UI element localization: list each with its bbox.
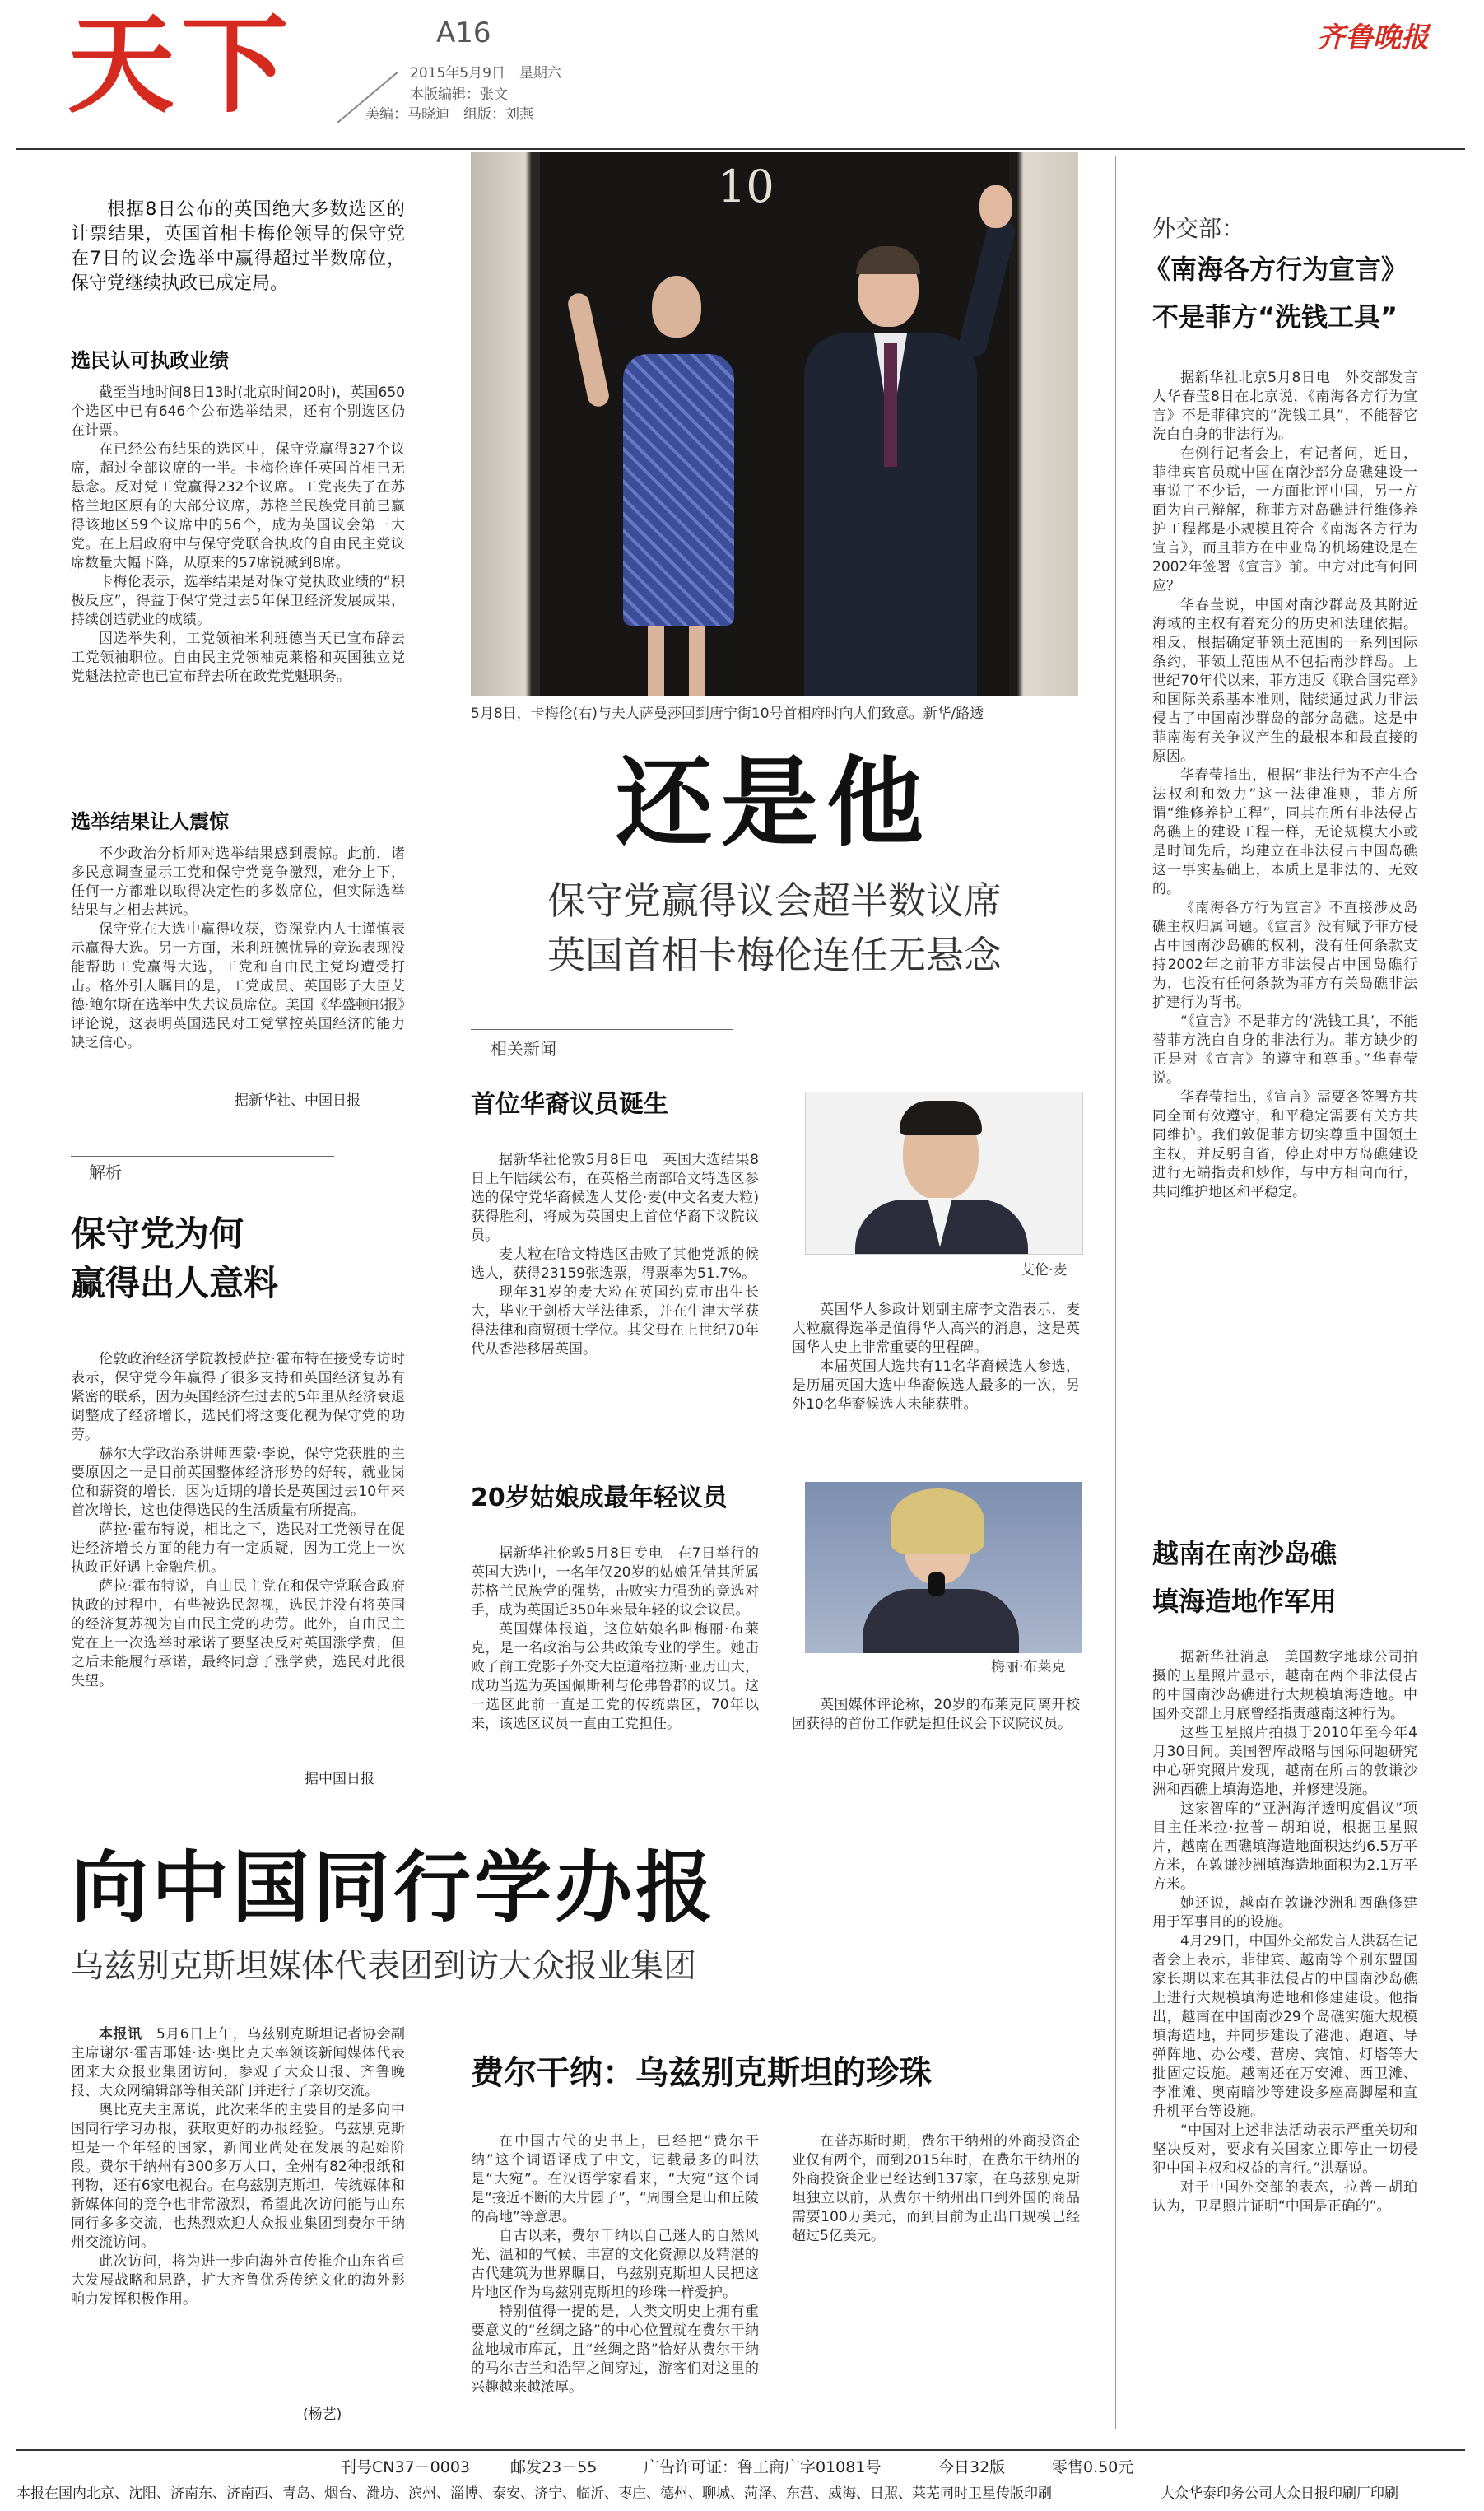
analysis-title-1: 保守党为何 bbox=[71, 1214, 244, 1254]
door-number: 10 bbox=[718, 161, 775, 212]
sidebar-title-3: 越南在南沙岛礁 bbox=[1152, 1538, 1337, 1569]
related-a2-body-left: 据新华社伦敦5月8日专电 在7日举行的英国大选中，一名年仅20岁的姑娘凭借其所属苏格兰民族党的强势，击败实力强劲的竞选对手，成为英国近350年来最年轻的议会议员。 英国媒体报道，这位姑娘名叫梅丽·布莱克，是一名政治与公共政策专业的学生。她击败了前工党影子外交大臣道格拉斯·亚历山大，成功当选为英国佩斯利与伦弗鲁郡的议员。这一选区此前一直是工党的传统票区，70年以来，该选区议员一直由工党担任。 bbox=[471, 1545, 759, 1732]
related-rule bbox=[471, 1029, 733, 1030]
editor-credit: 本版编辑：张文 bbox=[410, 86, 508, 103]
footer-issn: 刊号CN37－0003 bbox=[341, 2458, 471, 2476]
sidebar-title-2: 不是菲方“洗钱工具” bbox=[1152, 301, 1398, 333]
related-a2-title: 20岁姑娘成最年轻议员 bbox=[471, 1484, 728, 1512]
feature-title: 费尔干纳：乌兹别克斯坦的珍珠 bbox=[471, 2054, 932, 2092]
bottom-headline: 向中国同行学办报 bbox=[71, 1843, 717, 1933]
sidebar-title-1: 《南海各方行为宣言》 bbox=[1144, 254, 1408, 285]
related-a2-photo-caption: 梅丽·布莱克 bbox=[991, 1659, 1066, 1675]
footer-print-cities: 本报在国内北京、沈阳、济南东、济南西、青岛、烟台、潍坊、滨州、淄博、泰安、济宁、临沂、枣庄、德州、聊城、菏泽、东营、威海、日照、莱芜同时卫星传版印刷 bbox=[16, 2485, 1052, 2502]
related-a1-body-left: 据新华社伦敦5月8日电 英国大选结果8日上午陆续公布，在英格兰南部哈文特选区参选的保守党华裔候选人艾伦·麦(中文名麦大粒)获得胜利，将成为英国史上首位华裔下议院议员。 麦大粒在哈文特选区击败了其他党派的候选人，获得23159张选票，得票率为51.7%。 现年31岁的麦大粒在英国约克市出生长大，毕业于剑桥大学法律系，并在牛津大学获得法律和商贸硕士学位。其父母在上世纪70年代从香港移居英国。 bbox=[471, 1152, 759, 1358]
bottom-subhead: 乌兹别克斯坦媒体代表团到访大众报业集团 bbox=[71, 1947, 696, 1985]
bottom-lead-text: 5月6日上午，乌兹别克斯坦记者协会副主席谢尔·霍吉耶娃·达·奥比克夫率领该新闻媒体代表团来大众报业集团访问，参观了大众日报、齐鲁晚报、大众网编辑部等相关部门并进行了亲切交流。 bbox=[71, 2026, 406, 2099]
analysis-tag: 解析 bbox=[89, 1162, 122, 1182]
bottom-credit: (杨艺) bbox=[303, 2406, 342, 2423]
feature-body-left: 在中国古代的史书上，已经把“费尔干纳”这个词语译成了中文，记载最多的叫法是“大宛”。在汉语学家看来，“大宛”这个词是“接近不断的大片园子”，“周围全是山和丘陵的高地”等意思。 自古以来，费尔干纳以自己迷人的自然风光、温和的气候、丰富的文化资源以及精湛的古代建筑为世界瞩目，乌兹别克斯坦人民把这片地区作为乌兹别克斯坦的珍珠一样爱护。 特别值得一提的是，人类文明史上拥有重要意义的“丝绸之路”的中心位置就在费尔干纳盆地城市库瓦，且“丝绸之路”恰好从费尔干纳的马尔吉兰和浩罕之间穿过，游客们对这里的兴趣越来越浓厚。 bbox=[471, 2133, 759, 2396]
related-a2-body-right: 英国媒体评论称，20岁的布莱克同离开校园获得的首份工作就是担任议会下议院议员。 bbox=[792, 1697, 1080, 1732]
woman-figure bbox=[615, 276, 738, 696]
man-figure bbox=[792, 251, 1006, 696]
lead-subhead-1: 选民认可执政业绩 bbox=[71, 349, 229, 372]
paper-logo: 齐鲁晚报 bbox=[1317, 21, 1429, 54]
footer-price: 零售0.50元 bbox=[1052, 2458, 1134, 2476]
lead-intro: 根据8日公布的英国绝大多数选区的计票结果，英国首相卡梅伦领导的保守党在7日的议会选举中赢得超过半数席位，保守党继续执政已成定局。 bbox=[71, 199, 405, 294]
sidebar-body-2: 据新华社消息 美国数字地球公司拍摄的卫星照片显示，越南在两个非法侵占的中国南沙岛礁进行大规模填海造地。中国外交部上月底曾经指责越南这种行为。 这些卫星照片拍摄于2010年至今年4月30日间。美国智库战略与国际问题研究中心研究照片发现，越南在所占的敦谦沙洲和西礁上填海造地，并修建设施。 这家智库的“亚洲海洋透明度倡议”项目主任米拉·拉普－胡珀说，根据卫星照片，越南在西礁填海造地面积达约6.5万平方米，在敦谦沙洲填海造地面积为2.1万平方米。 她还说，越南在敦谦沙洲和西礁修建用于军事目的的设施。 4月29日，中国外交部发言人洪磊在记者会上表示，菲律宾、越南等个别东盟国家长期以来在其非法侵占的中国南沙岛礁上进行大规模填海造地和修建建设。他指出，越南在中国南沙29个岛礁实施大规模填海造地，并同步建设了港池、跑道、导弹阵地、办公楼、营房、宾馆、灯塔等大批固定设施。越南还在万安滩、西卫滩、李准滩、奥南暗沙等建设多座高脚屋和直升机平台等设施。 “中国对上述非法活动表示严重关切和坚决反对，要求有关国家立即停止一切侵犯中国主权和权益的言行。”洪磊说。 对于中国外交部的表态，拉普－胡珀认为，卫星照片证明“中国是正确的”。 bbox=[1152, 1649, 1417, 2215]
lead-body-1: 截至当地时间8日13时(北京时间20时)，英国650个选区中已有646个公布选举结果，还有个别选区仍在计票。 在已经公布结果的选区中，保守党赢得327个议席，超过全部议席的一半。卡梅伦连任英国首相已无悬念。反对党工党赢得232个议席。工党丧失了在苏格兰地区原有的大部分议席，苏格兰民族党目前已赢得该地区59个议席中的56个，成为英国议会第三大党。在上届政府中与保守党联合执政的自由民主党议席数量大幅下降，从原来的57席锐减到8席。 卡梅伦表示，选举结果是对保守党执政业绩的“积极反应”，得益于保守党过去5年保卫经济发展成果，持续创造就业的成绩。 因选举失利，工党领袖米利班德当天已宣布辞去工党领袖职位。自由民主党领袖克莱格和英国独立党党魁法拉奇也已宣布辞去所在政党党魁职务。 bbox=[71, 384, 405, 685]
main-subhead-2: 英国首相卡梅伦连任无悬念 bbox=[547, 933, 1002, 977]
analysis-body: 伦敦政治经济学院教授萨拉·霍布特在接受专访时表示，保守党今年赢得了很多支持和英国经济复苏有紧密的联系，因为英国经济在过去的5年里从经济衰退调整成了经济增长，选民们将这变化视为保守党的功劳。 赫尔大学政治系讲师西蒙·李说，保守党获胜的主要原因之一是目前英国整体经济形势的好转，就业岗位和薪资的增长，因为近期的增长是英国过去10年来首次增长，这也使得选民的生活质量有所提高。 萨拉·霍布特说，相比之下，选民对工党领导在促进经济增长方面的能力有一定质疑，因为工党上一次执政正好遇上金融危机。 萨拉·霍布特说，自由民主党在和保守党联合政府执政的过程中，有些被选民忽视，选民并没有将英国的经济复苏视为自由民主党的功劳。此外，自由民主党在上一次选举时承诺了要坚决反对英国涨学费，但之后未能履行承诺，最终同意了涨学费，选民对此很失望。 bbox=[71, 1351, 405, 1689]
lead-credit: 据新华社、中国日报 bbox=[235, 1092, 361, 1109]
main-photo bbox=[471, 152, 1078, 696]
sidebar-title-4: 填海造地作军用 bbox=[1152, 1586, 1337, 1617]
divider-right bbox=[1115, 156, 1116, 2429]
main-headline: 还是他 bbox=[615, 746, 932, 860]
page-number: A16 bbox=[436, 16, 491, 49]
footer-license: 广告许可证：鲁工商广字01081号 bbox=[644, 2458, 882, 2476]
related-tag: 相关新闻 bbox=[491, 1039, 556, 1059]
related-a1-photo-caption: 艾伦·麦 bbox=[1021, 1262, 1068, 1279]
lead-body-2: 不少政治分析师对选举结果感到震惊。此前，诸多民意调查显示工党和保守党竞争激烈，难分上下，任何一方都难以取得决定性的多数席位，但实际选举结果与之相去甚远。 保守党在大选中赢得收获，资深党内人士谨慎表示赢得大选。另一方面，米利班德忧异的竞选表现没能帮助工党赢得大选，工党和自由民主党均遭受打击。格外引人瞩目的是，工党成员、英国影子大臣艾德·鲍尔斯在选举中失去议员席位。美国《华盛顿邮报》评论说，这表明英国选民对工党掌控英国经济的能力缺乏信心。 bbox=[71, 846, 405, 1051]
section-title: 天下 bbox=[67, 2, 295, 128]
bottom-lead-word: 本报讯 bbox=[99, 2026, 142, 2043]
related-a1-photo bbox=[805, 1092, 1083, 1255]
footer-rule bbox=[16, 2449, 1465, 2451]
masthead-rule bbox=[16, 148, 1465, 150]
sidebar-kicker: 外交部： bbox=[1152, 215, 1245, 242]
main-photo-caption: 5月8日，卡梅伦(右)与夫人萨曼莎回到唐宁街10号首相府时向人们致意。新华/路透 bbox=[471, 706, 984, 722]
related-a2-photo bbox=[805, 1482, 1082, 1653]
footer-pages: 今日32版 bbox=[938, 2458, 1006, 2476]
design-credit: 美编：马晓迪 组版：刘燕 bbox=[365, 106, 533, 123]
analysis-title-2: 赢得出人意料 bbox=[71, 1263, 279, 1303]
issue-date: 2015年5月9日 星期六 bbox=[410, 65, 561, 82]
related-a1-title: 首位华裔议员诞生 bbox=[471, 1090, 668, 1119]
footer-post: 邮发23－55 bbox=[510, 2458, 598, 2476]
analysis-credit: 据中国日报 bbox=[305, 1771, 374, 1787]
related-a1-body-right: 英国华人参政计划副主席李文浩表示，麦大粒赢得选举是值得华人高兴的消息，这是英国华人史上非常重要的里程碑。 本届英国大选共有11名华裔候选人参选，是历届英国大选中华裔候选人最多的一次，另外10名华裔候选人未能获胜。 bbox=[792, 1302, 1080, 1413]
lead-subhead-2: 选举结果让人震惊 bbox=[71, 810, 229, 833]
main-subhead-1: 保守党赢得议会超半数议席 bbox=[547, 878, 1002, 923]
feature-body-right: 在普苏斯时期，费尔干纳州的外商投资企业仅有两个，而到2015年时，在费尔干纳州的外商投资企业已经达到137家，在乌兹别克斯坦独立以前，从费尔干纳州出口到外国的商品需要100万美元，而到目前为止出口规模已经超过5亿美元。 bbox=[792, 2133, 1080, 2244]
footer-printer: 大众华泰印务公司大众日报印刷厂印刷 bbox=[1161, 2485, 1398, 2502]
bottom-body: 本报讯 5月6日上午，乌兹别克斯坦记者协会副主席谢尔·霍吉耶娃·达·奥比克夫率领该新闻媒体代表团来大众报业集团访问，参观了大众日报、齐鲁晚报、大众网编辑部等相关部门并进行了亲切交流。 奥比克夫主席说，此次来华的主要目的是多向中国同行学习办报，获取更好的办报经验。乌兹别克斯坦是一个年轻的国家，新闻业尚处在发展的起始阶段。费尔干纳州有300多万人口，全州有82种报纸和刊物，还有6家电视台。在乌兹别克斯坦，传统媒体和新媒体间的竞争也非常激烈，希望此次访问能与山东同行多多交流，也热烈欢迎大众报业集团到费尔干纳州交流访问。 此次访问，将为进一步向海外宣传推介山东省重大发展战略和思路，扩大齐鲁优秀传统文化的海外影响力发挥积极作用。 bbox=[71, 2026, 406, 2308]
sidebar-body-1: 据新华社北京5月8日电 外交部发言人华春莹8日在北京说，《南海各方行为宣言》不是菲律宾的“洗钱工具”，不能替它洗白自身的非法行为。 在例行记者会上，有记者问，近日，菲律宾官员就中国在南沙部分岛礁建设一事说了不少话，一方面批评中国，另一方面为自己辩解，称菲方对岛礁进行维修养护工程都是小规模且符合《南海各方行为宣言》，而且菲方在中业岛的机场建设是在2002年签署《宣言》前。中方对此有何回应？ 华春莹说，中国对南沙群岛及其附近海域的主权有着充分的历史和法理依据。相反，根据确定菲领土范围的一系列国际条约，菲领土范围从不包括南沙群岛。上世纪70年代以来，菲方违反《联合国宪章》和国际关系基本准则，陆续通过武力非法侵占了中国南沙群岛的部分岛礁。这是中菲南海有关争议产生的最根本和最直接的原因。 华春莹指出，根据“非法行为不产生合法权利和效力”这一法律准则，菲方所谓“维修养护工程”，同其在所有非法侵占岛礁上的建设工程一样，无论规模大小或是时间先后，均建立在非法侵占中国岛礁这一事实基础上，本质上是非法的、无效的。 《南海各方行为宣言》不直接涉及岛礁主权归属问题。《宣言》没有赋予菲方侵占中国南沙岛礁的权利，没有任何条款支持2002年之前菲方非法侵占中国岛礁行为，也没有任何条款为菲方有关岛礁非法扩建行为背书。 “《宣言》不是菲方的‘洗钱工具’，不能替菲方洗白自身的非法行为。菲方缺少的正是对《宣言》的遵守和尊重。”华春莹说。 华春莹指出，《宣言》需要各签署方共同全面有效遵守，和平稳定需要有关方共同维护。我们敦促菲方切实尊重中国领土主权，并反躬自省，停止对中方岛礁建设进行无端指责和炒作，与中方相向而行，共同维护地区和平稳定。 bbox=[1152, 370, 1417, 1200]
analysis-rule bbox=[71, 1156, 334, 1157]
